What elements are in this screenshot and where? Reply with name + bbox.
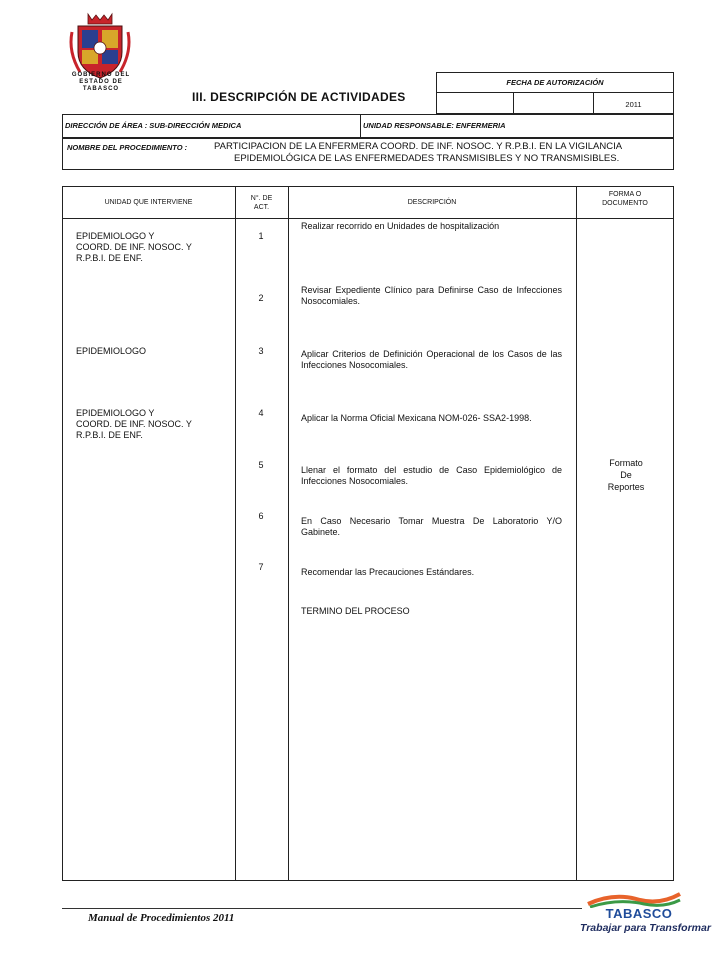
fecha-year: 2011 <box>625 100 642 109</box>
col-forma-header-line-1: FORMA O <box>608 191 642 198</box>
unit-entry-3-line-1: EPIDEMIOLOGO Y <box>76 408 155 418</box>
description-7: Recomendar las Precauciones Estándares. <box>301 567 475 577</box>
footer-divider <box>62 908 582 909</box>
unit-entry-1-line-2: COORD. DE INF. NOSOC. Y <box>76 242 192 252</box>
activity-number-1: 1 <box>258 231 264 241</box>
activity-number-2: 2 <box>258 293 264 303</box>
description-1: Realizar recorrido en Unidades de hospitalización <box>301 221 500 231</box>
col-num-header-line-1: N°. DE <box>250 195 273 202</box>
description-5: Llenar el formato del estudio de Caso Epidemiológico de Infecciones Nosocomiales. <box>301 465 562 486</box>
forma-line-2: De <box>620 470 632 480</box>
logo-line-3: TABASCO <box>82 86 120 92</box>
forma-line-3: Reportes <box>607 482 645 492</box>
col-forma-header <box>576 190 674 208</box>
activity-number-3: 3 <box>258 346 264 356</box>
col-num-header <box>235 194 288 212</box>
footer-manual-text: Manual de Procedimientos 2011 <box>88 912 235 924</box>
activity-number-5: 5 <box>258 460 264 470</box>
unit-entry-2-line-1: EPIDEMIOLOGO <box>76 346 147 356</box>
description-2: Revisar Expediente Clínico para Definirse Caso de Infecciones Nosocomiales. <box>301 285 562 306</box>
logo-line-1: GOBIERNO DEL <box>71 72 131 78</box>
unit-entry-1-line-1: EPIDEMIOLOGO Y <box>76 231 155 241</box>
direccion-area: DIRECCIÓN DE ÁREA : SUB-DIRECCIÓN MEDICA <box>65 121 242 130</box>
unit-entry-3-line-3: R.P.B.I. DE ENF. <box>76 430 143 440</box>
procedimiento-line-1: PARTICIPACION DE LA ENFERMERA COORD. DE INF. NOSOC. Y R.P.B.I. EN LA VIGILANCIA <box>214 141 623 152</box>
procedimiento-line-2: EPIDEMIOLÓGICA DE LAS ENFERMEDADES TRANSMISIBLES Y NO TRANSMISIBLES. <box>234 153 620 164</box>
activity-number-4: 4 <box>258 408 264 418</box>
description-end: TERMINO DEL PROCESO <box>301 606 410 616</box>
forma-documento <box>578 457 674 493</box>
fecha-label: FECHA DE AUTORIZACIÓN <box>506 78 604 87</box>
activity-number-7: 7 <box>258 562 264 572</box>
description-6: En Caso Necesario Tomar Muestra De Laboratorio Y/O Gabinete. <box>301 516 562 537</box>
unit-entry-2 <box>76 346 146 357</box>
unit-entry-1 <box>76 231 192 264</box>
logo-line-2: ESTADO DE <box>79 79 123 85</box>
description-4: Aplicar la Norma Oficial Mexicana NOM-026- SSA2-1998. <box>301 413 532 423</box>
unidad-responsable: UNIDAD RESPONSABLE: ENFERMERIA <box>363 121 506 130</box>
unit-entry-3-line-2: COORD. DE INF. NOSOC. Y <box>76 419 192 429</box>
procedimiento-name <box>214 141 670 165</box>
col-desc-header: DESCRIPCIÓN <box>407 199 457 206</box>
tabasco-slogan: Trabajar para Transformar <box>580 922 711 934</box>
procedimiento-label: NOMBRE DEL PROCEDIMIENTO : <box>67 143 188 152</box>
activity-number-6: 6 <box>258 511 264 521</box>
unit-entry-1-line-3: R.P.B.I. DE ENF. <box>76 253 143 263</box>
page-title: III. DESCRIPCIÓN DE ACTIVIDADES <box>192 90 406 104</box>
forma-line-1: Formato <box>609 458 643 468</box>
tabasco-brand: TABASCO <box>605 906 673 921</box>
col-forma-header-line-2: DOCUMENTO <box>602 200 648 207</box>
col-num-header-line-2: ACT. <box>253 204 270 211</box>
description-3: Aplicar Criterios de Definición Operacional de los Casos de las Infecciones Nosocomiales. <box>301 349 562 370</box>
col-unidad-header: UNIDAD QUE INTERVIENE <box>104 199 193 206</box>
unit-entry-3 <box>76 408 192 441</box>
